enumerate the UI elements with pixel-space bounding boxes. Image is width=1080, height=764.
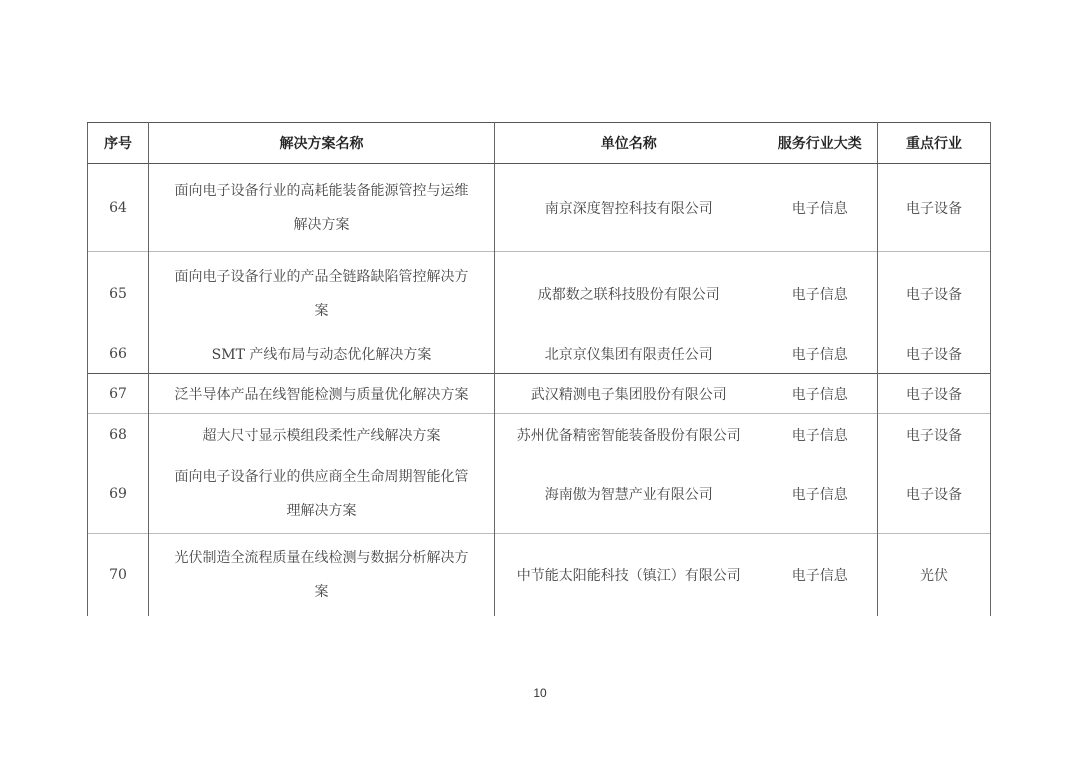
- solutions-table: [87, 122, 991, 616]
- header-company: 单位名称: [495, 123, 763, 164]
- solution-line: 光伏制造全流程质量在线检测与数据分析解决方: [174, 549, 469, 566]
- solution-name: [149, 164, 495, 252]
- solution-name: 超大尺寸显示模组段柔性产线解决方案: [149, 414, 495, 456]
- company-name: 中节能太阳能科技（镇江）有限公司: [495, 534, 763, 616]
- table-row: [88, 534, 991, 616]
- row-number: 68: [88, 414, 149, 456]
- key-industry: 电子设备: [878, 252, 991, 336]
- key-industry: 电子设备: [878, 164, 991, 252]
- document-page: [87, 122, 990, 616]
- solution-line: 面向电子设备行业的产品全链路缺陷管控解决方: [174, 268, 469, 285]
- key-industry: 电子设备: [878, 456, 991, 534]
- table-row: [88, 164, 991, 252]
- solution-line: 案: [314, 302, 329, 319]
- page-number: 10: [533, 686, 547, 700]
- solution-name: [149, 534, 495, 616]
- company-name: 成都数之联科技股份有限公司: [495, 252, 763, 336]
- company-name: 武汉精测电子集团股份有限公司: [495, 374, 763, 414]
- company-name: 海南傲为智慧产业有限公司: [544, 487, 713, 504]
- company-name: 苏州优备精密智能装备股份有限公司: [495, 414, 763, 456]
- row-number: 65: [88, 252, 149, 336]
- table-row: [88, 456, 991, 534]
- row-number: 70: [88, 534, 149, 616]
- solution-name: [149, 252, 495, 336]
- row-number: 69: [88, 456, 149, 534]
- service-category: 电子信息: [763, 252, 878, 336]
- solution-line: 理解决方案: [286, 503, 357, 520]
- table-row: [88, 336, 991, 374]
- service-category: 电子信息: [763, 164, 878, 252]
- service-category: 电子信息: [763, 534, 878, 616]
- row-number: 64: [88, 164, 149, 252]
- service-category: 电子信息: [763, 374, 878, 414]
- header-category: 服务行业大类: [763, 123, 878, 164]
- table-row: [88, 252, 991, 336]
- table-row: [88, 414, 991, 456]
- solution-name: 泛半导体产品在线智能检测与质量优化解决方案: [149, 374, 495, 414]
- table-header-row: [88, 123, 991, 164]
- solution-line: 解决方案: [293, 216, 350, 233]
- table-row: [88, 374, 991, 414]
- solution-name: SMT 产线布局与动态优化解决方案: [149, 336, 495, 374]
- header-solution: 解决方案名称: [149, 123, 495, 164]
- row-number: 66: [88, 336, 149, 374]
- company-name: 北京京仪集团有限责任公司: [544, 347, 713, 364]
- solution-line: 面向电子设备行业的高耗能装备能源管控与运维: [174, 182, 469, 199]
- solution-line: 面向电子设备行业的供应商全生命周期智能化管: [174, 469, 469, 486]
- header-industry: 重点行业: [878, 123, 991, 164]
- key-industry: 电子设备: [878, 374, 991, 414]
- key-industry: 电子设备: [878, 336, 991, 374]
- header-no: 序号: [88, 123, 149, 164]
- solution-line: 案: [314, 583, 329, 600]
- solution-name: [149, 456, 495, 534]
- key-industry: 电子设备: [878, 414, 991, 456]
- key-industry: 光伏: [878, 534, 991, 616]
- company-name: 南京深度智控科技有限公司: [544, 200, 713, 217]
- row-number: 67: [88, 374, 149, 414]
- service-category: 电子信息: [763, 414, 878, 456]
- service-category: 电子信息: [763, 336, 878, 374]
- service-category: 电子信息: [763, 456, 878, 534]
